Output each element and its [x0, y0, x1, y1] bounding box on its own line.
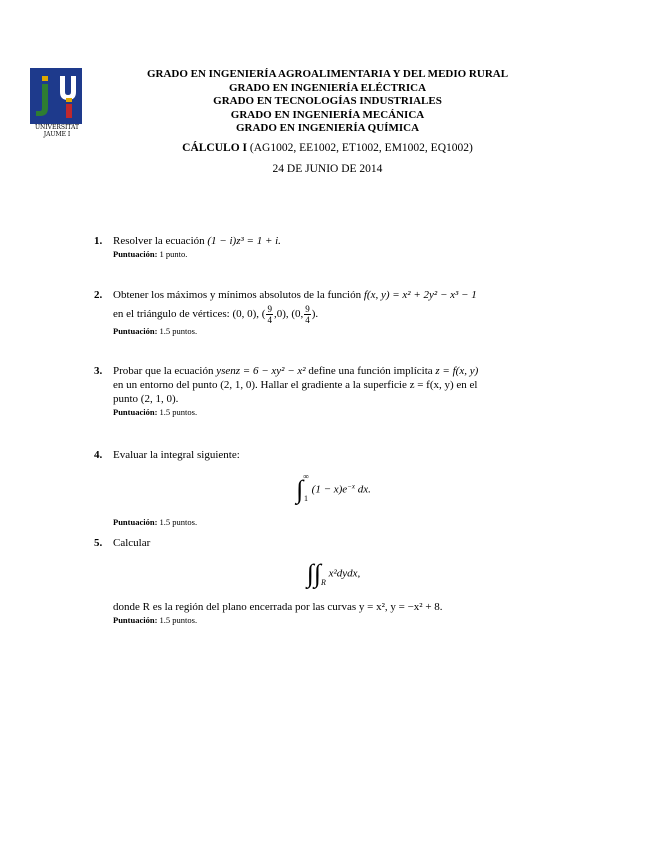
fraction: $\frac{9}{4}$: [305, 304, 310, 325]
vertex: (0, 0): [232, 308, 257, 321]
exponent: −x: [347, 482, 356, 491]
problem-1: [94, 234, 554, 260]
problem-4: [94, 448, 554, 528]
integral-display: [113, 468, 554, 512]
integrand: (1 − x)e: [311, 483, 348, 496]
problem-2: [94, 288, 554, 337]
implicit-function: z = f(x, y): [435, 365, 479, 377]
score: Puntuación: 1.5 puntos.: [113, 615, 198, 625]
statement-line-3: punto (2, 1, 0).: [113, 393, 179, 405]
score: Puntuación: 1.5 puntos.: [113, 517, 198, 527]
problem-statement: Obtener los máximos y mínimos absolutos de la función f(x, y) = x² + 2y² − x³ − 1: [113, 289, 477, 301]
course-codes: (AG1002, EE1002, ET1002, EM1002, EQ1002): [249, 141, 473, 154]
differential: dx.: [357, 483, 371, 496]
integral-sign-icon: ∫: [313, 559, 321, 588]
problem-statement: Evaluar la integral siguiente:: [113, 449, 240, 461]
score: Puntuación: 1.5 puntos.: [113, 407, 198, 417]
degree-line: GRADO EN INGENIERÍA ELÉCTRICA: [228, 81, 427, 94]
problem-number: 4.: [94, 449, 103, 461]
equation: ysenz = 6 − xy² − x²: [216, 365, 306, 377]
double-integral-display: [113, 552, 554, 596]
ujI-emblem-icon: [30, 68, 82, 124]
region-description: donde R es la región del plano encerrada por las curvas y = x², y = −x² + 8.: [113, 601, 443, 613]
fraction: $\frac{9}{4}$: [267, 304, 272, 325]
problem-statement: Probar que la ecuación ysenz = 6 − xy² − x² define una función implícita z = f(x, y): [113, 365, 479, 377]
exam-date: 24 DE JUNIO DE 2014: [272, 162, 383, 175]
integral-limits: ∞ 1: [303, 472, 309, 503]
problem-number: 5.: [94, 537, 103, 549]
problem-statement: Resolver la ecuación (1 − i)z³ = 1 + i.: [113, 235, 281, 247]
problem-number: 1.: [94, 235, 103, 247]
degree-line: GRADO EN INGENIERÍA AGROALIMENTARIA Y DEL MEDIO RURAL: [146, 68, 509, 80]
problem-3: [94, 364, 554, 418]
integral-sign-icon: ∫: [296, 475, 304, 504]
function: f(x, y) = x² + 2y² − x³ − 1: [363, 289, 477, 301]
university-name: [28, 124, 86, 138]
course-line: [100, 141, 555, 155]
problem-5: [94, 536, 554, 626]
score: Puntuación: 1 punto.: [113, 249, 188, 259]
integral-sign-icon: ∫: [306, 559, 314, 588]
degree-line: GRADO EN INGENIERÍA QUÍMICA: [235, 122, 420, 134]
statement-line-2: en un entorno del punto (2, 1, 0). Hallar el gradiente a la superficie z = f(x, y) en el: [113, 379, 478, 391]
equation: (1 − i)z³ = 1 + i.: [207, 235, 281, 247]
integral-region: R: [320, 578, 326, 587]
problem-statement: Calcular: [113, 537, 151, 549]
logo-line-2: JAUME I: [43, 131, 71, 138]
score: Puntuación: 1.5 puntos.: [113, 326, 198, 336]
logo-line-1: UNIVERSITAT: [34, 124, 80, 131]
course-title: CÁLCULO I: [182, 141, 248, 154]
problem-number: 2.: [94, 289, 103, 301]
degree-line: GRADO EN INGENIERÍA MECÁNICA: [230, 108, 425, 121]
exam-header: [100, 68, 555, 175]
vertices-line: en el triángulo de vértices: (0, 0), ( $\frac{9}{4}$ ,0), (0, $\frac{9}{4}$ ).: [113, 304, 319, 325]
problem-number: 3.: [94, 365, 103, 377]
integrand: x²dydx,: [328, 567, 361, 580]
degree-line: GRADO EN TECNOLOGÍAS INDUSTRIALES: [213, 95, 442, 107]
